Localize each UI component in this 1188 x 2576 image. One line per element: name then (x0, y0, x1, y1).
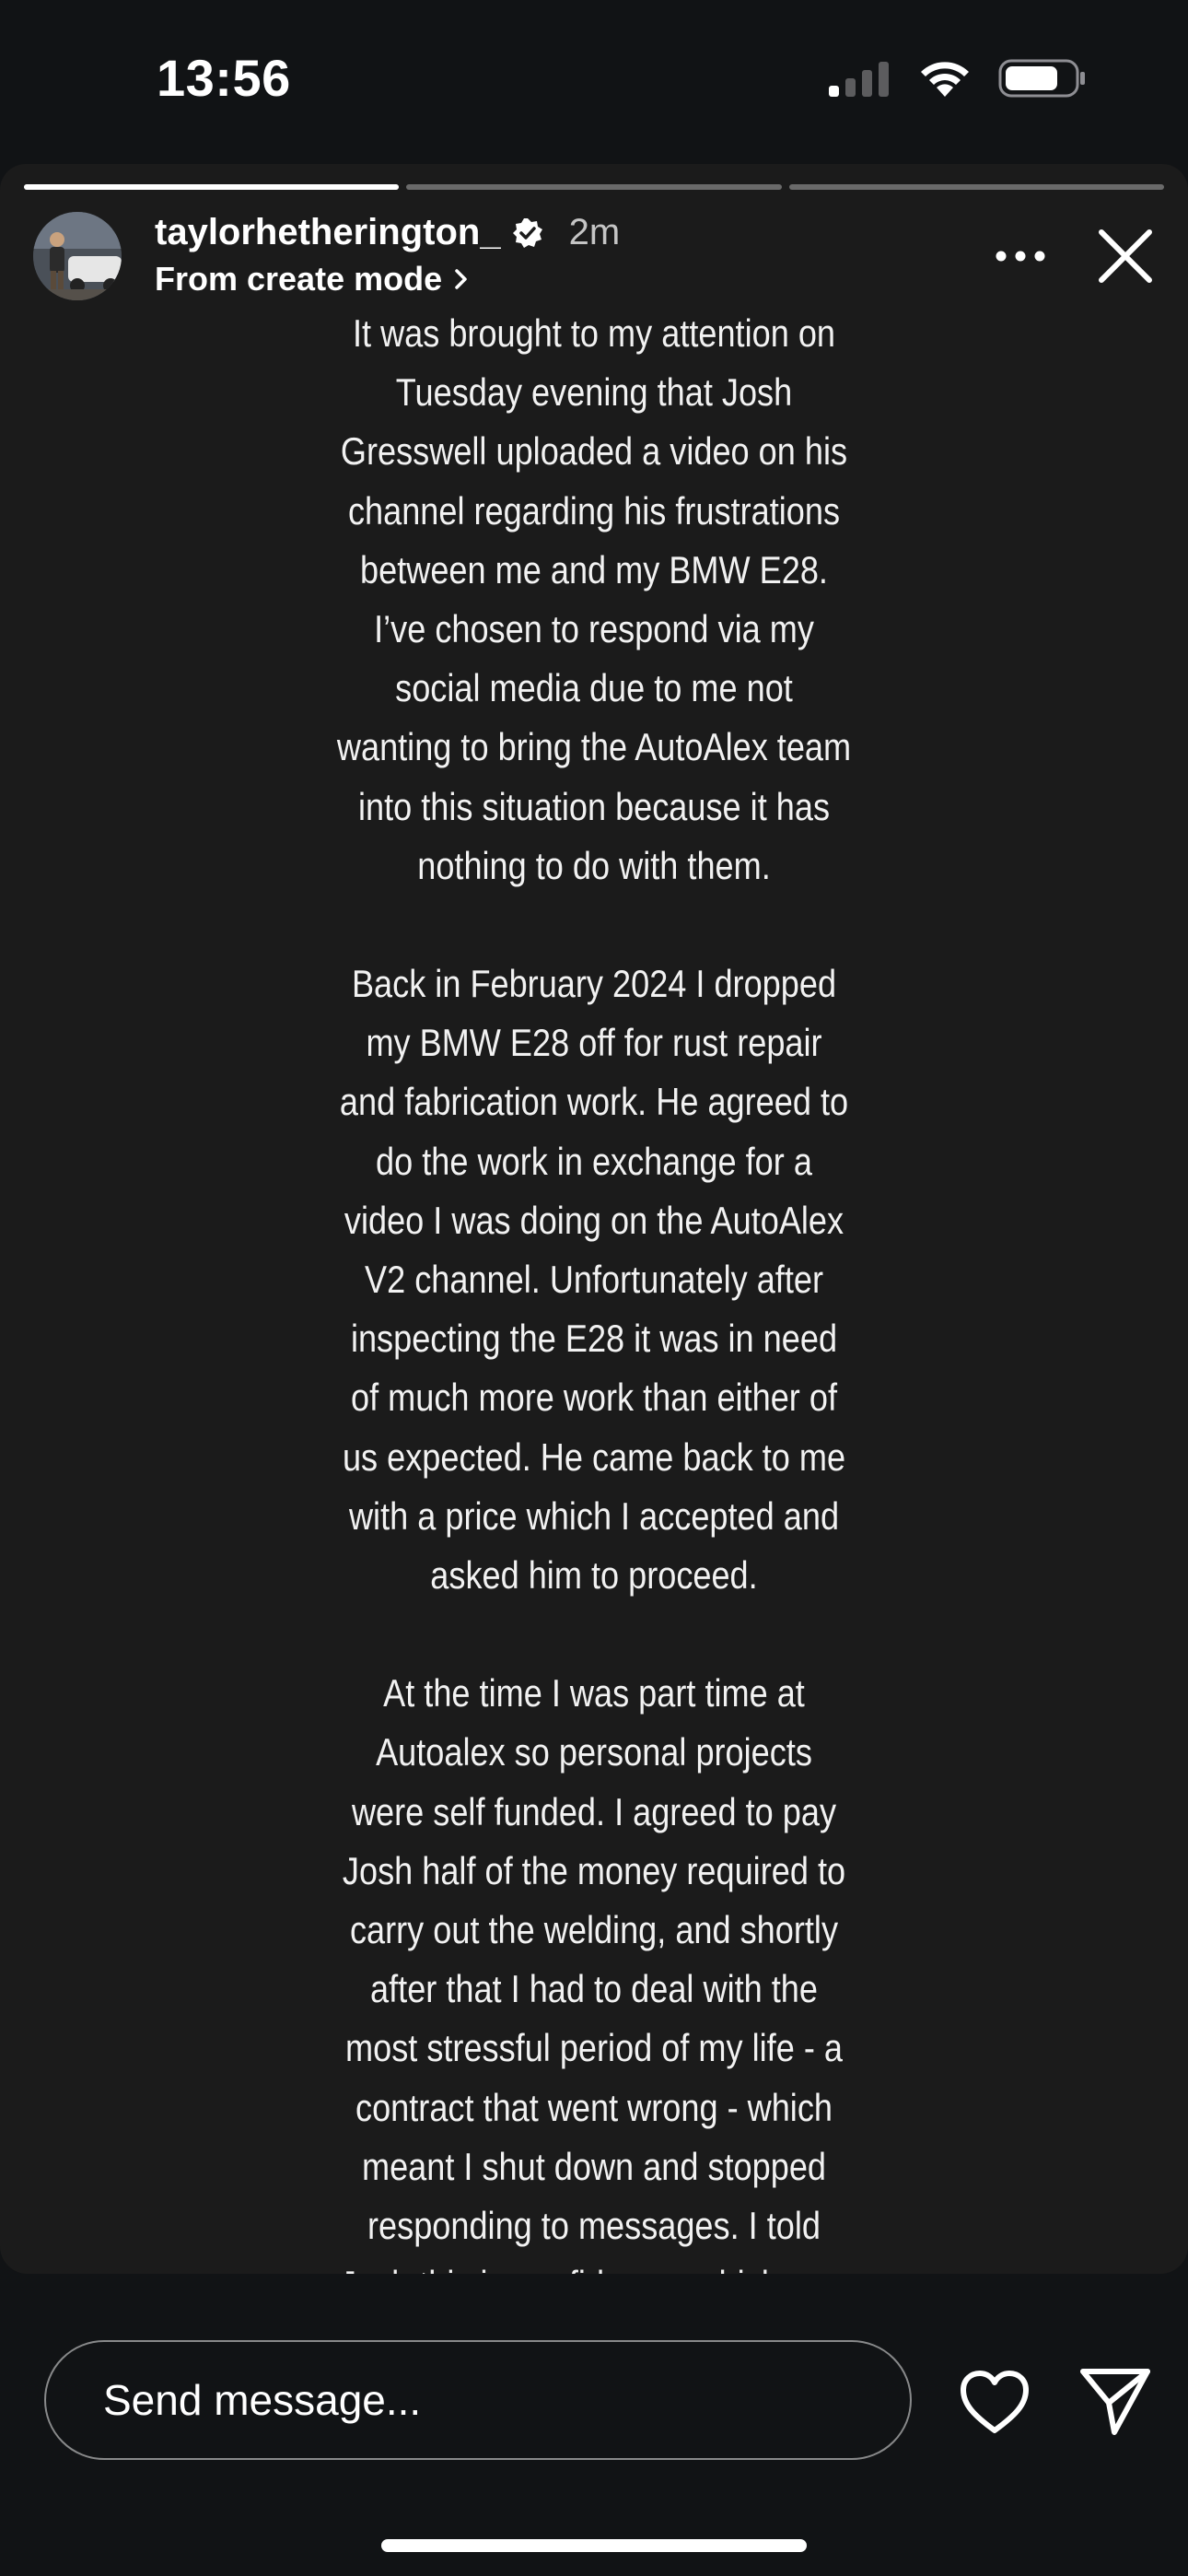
close-icon (1096, 227, 1155, 286)
more-horizontal-icon (993, 250, 1048, 263)
story-source[interactable] (155, 260, 470, 299)
close-button[interactable] (1089, 219, 1162, 293)
verified-badge-icon (512, 217, 543, 249)
story-paragraph: It was brought to my attention on Tuesday evening that Josh Gresswell uploaded a video on his channel regarding his frustrations between me and my BMW E28. I’ve chosen to respond via my social media due to me not wanting to bring the AutoAlex team into this situation because it has nothing to do with them. (336, 311, 852, 887)
progress-segment (789, 184, 1164, 190)
heart-icon (958, 2366, 1031, 2440)
cellular-signal-icon (827, 60, 891, 97)
avatar-photo-icon (33, 212, 122, 300)
status-icons (827, 55, 1087, 101)
home-indicator[interactable] (381, 2539, 807, 2552)
message-box[interactable] (44, 2340, 912, 2460)
battery-icon (998, 58, 1087, 99)
story-header (155, 212, 620, 253)
wifi-icon (917, 58, 973, 99)
progress-fill (24, 184, 399, 190)
progress-segment (24, 184, 399, 190)
story-text (83, 304, 1104, 2374)
status-bar (0, 0, 1188, 166)
reply-composer (0, 2274, 1188, 2576)
story-paragraph: Back in February 2024 I dropped my BMW E28 off for rust repair and fabrication work. He agreed to do the work in exchange for a video I was doing on the AutoAlex V2 channel. Unfortunately after inspecting the E28 it was in need of much more work than either of us expected. He came back to me with a price which I accepted and asked him to proceed. (339, 962, 849, 1598)
send-button[interactable] (1076, 2362, 1153, 2440)
progress-segment (406, 184, 781, 190)
send-message-input[interactable] (103, 2375, 858, 2425)
send-icon (1076, 2362, 1153, 2440)
story-paragraph: At the time I was part time at Autoalex so personal projects were self funded. I agreed to pay Josh half of the money required to carry out the welding, and shortly after that I had to deal with the most stressful period of my life - a contract that went wrong - which meant I shut down and stopped responding to messages. I told (342, 1671, 846, 2248)
avatar[interactable] (33, 212, 122, 300)
source-label: From create mode (155, 260, 443, 298)
story-timestamp: 2m (568, 212, 621, 252)
like-button[interactable] (958, 2366, 1031, 2440)
chevron-right-icon (453, 267, 470, 291)
status-time: 13:56 (157, 49, 291, 107)
more-options-button[interactable] (984, 228, 1057, 284)
story-progress (24, 184, 1164, 190)
username[interactable]: taylorhetherington_ (155, 212, 501, 252)
story-viewer[interactable] (0, 164, 1188, 2274)
